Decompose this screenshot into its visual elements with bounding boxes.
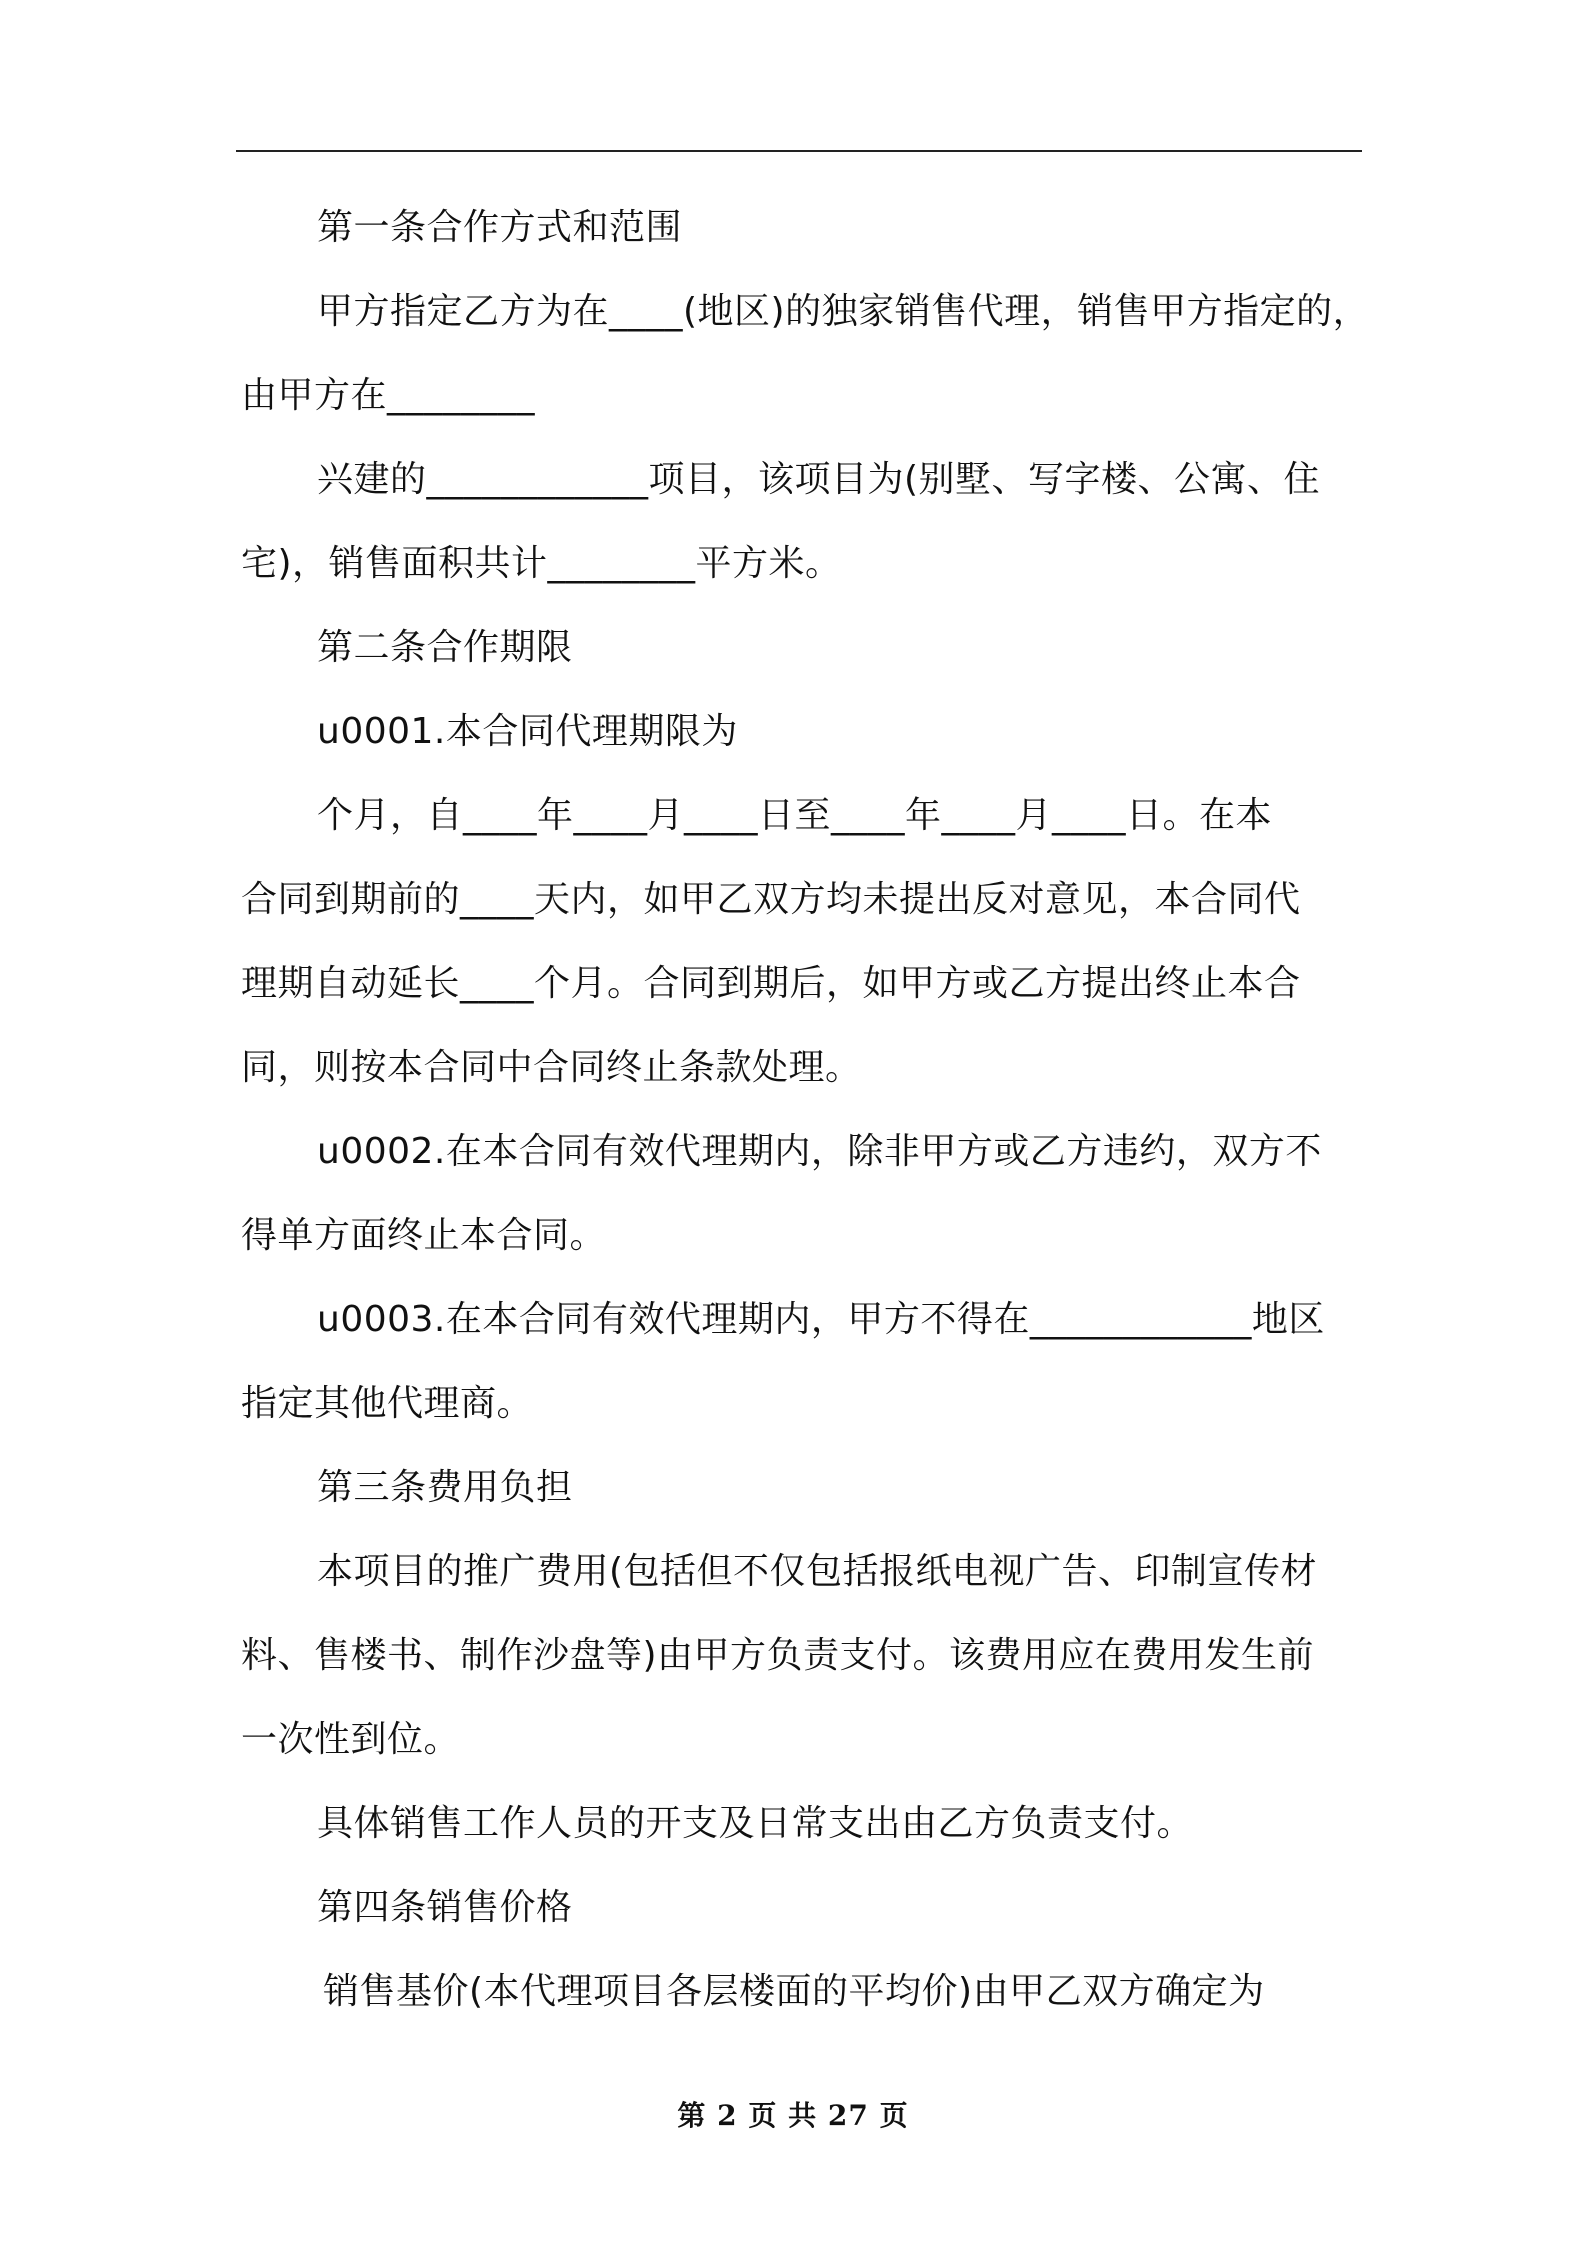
paragraph-line: 本项目的推广费用(包括但不仅包括报纸电视广告、印制宣传材	[317, 1551, 1318, 1592]
paragraph-line: u0002.在本合同有效代理期内，除非甲方或乙方违约，双方不	[317, 1131, 1322, 1172]
paragraph-line: 一次性到位。	[241, 1719, 461, 1760]
page-number-footer: 第 2 页 共 27 页	[677, 2099, 909, 2132]
paragraph-line: 甲方指定乙方为在____(地区)的独家销售代理，销售甲方指定的，	[317, 291, 1370, 332]
paragraph-line: u0001.本合同代理期限为	[317, 711, 738, 752]
header-rule	[236, 150, 1362, 152]
paragraph-line: u0003.在本合同有效代理期内，甲方不得在____________地区	[317, 1299, 1325, 1340]
article-1-heading: 第一条合作方式和范围	[317, 207, 683, 248]
paragraph-line: 兴建的____________项目，该项目为(别墅、写字楼、公寓、住	[317, 459, 1321, 500]
paragraph-line: 销售基价(本代理项目各层楼面的平均价)由甲乙双方确定为	[323, 1971, 1265, 2012]
article-3-heading: 第三条费用负担	[317, 1467, 573, 1508]
article-2-heading: 第二条合作期限	[317, 627, 573, 668]
paragraph-line: 同，则按本合同中合同终止条款处理。	[241, 1047, 862, 1088]
article-4-heading: 第四条销售价格	[317, 1887, 573, 1928]
paragraph-line: 宅)，销售面积共计________平方米。	[241, 543, 842, 584]
paragraph-line: 得单方面终止本合同。	[241, 1215, 607, 1256]
paragraph-line: 合同到期前的____天内，如甲乙双方均未提出反对意见，本合同代	[241, 879, 1301, 920]
paragraph-line: 理期自动延长____个月。合同到期后，如甲方或乙方提出终止本合	[241, 963, 1301, 1004]
paragraph-line: 具体销售工作人员的开支及日常支出由乙方负责支付。	[317, 1803, 1194, 1844]
paragraph-line: 由甲方在________	[241, 375, 536, 416]
paragraph-line: 料、售楼书、制作沙盘等)由甲方负责支付。该费用应在费用发生前	[241, 1635, 1315, 1676]
paragraph-line: 指定其他代理商。	[241, 1383, 534, 1424]
paragraph-line: 个月，自____年____月____日至____年____月____日。在本	[317, 795, 1273, 836]
